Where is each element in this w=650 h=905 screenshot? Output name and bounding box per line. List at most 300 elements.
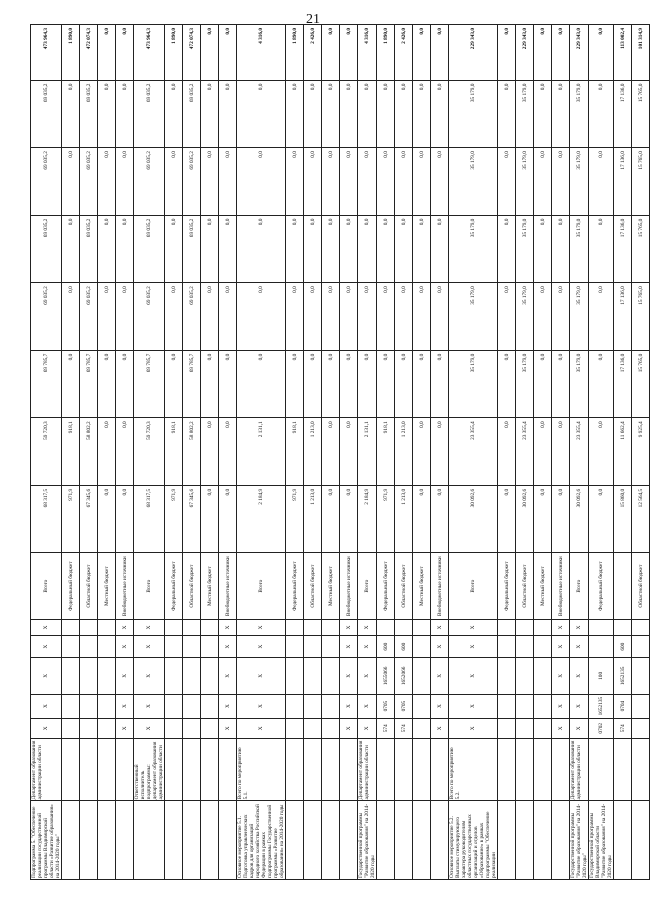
table-cell: 35 179,0 xyxy=(449,350,498,418)
table-cell xyxy=(286,694,304,718)
table-cell: X xyxy=(358,658,377,694)
table-cell xyxy=(340,738,358,801)
table-cell: Областной бюджет xyxy=(183,553,201,620)
table-cell: 15 765,0 xyxy=(632,215,650,283)
table-cell: 0,0 xyxy=(589,80,614,148)
table-cell: 0,0 xyxy=(98,148,116,216)
table-cell: Всего xyxy=(31,553,62,620)
table-cell: 0,0 xyxy=(431,485,449,553)
table-cell: 69 035,2 xyxy=(80,148,98,216)
table-cell: 69 035,2 xyxy=(183,215,201,283)
table-cell: Всего xyxy=(134,553,165,620)
table-cell: 35 179,0 xyxy=(449,215,498,283)
table-cell: Департамент образования администрации области xyxy=(31,738,62,801)
table-cell xyxy=(286,619,304,635)
table-cell: 0,0 xyxy=(498,215,516,283)
table-cell xyxy=(62,658,80,694)
table-cell: 68 317,5 xyxy=(31,485,62,553)
table-cell: 67 345,6 xyxy=(183,485,201,553)
table-cell xyxy=(98,801,116,880)
table-cell: 0,0 xyxy=(219,418,237,486)
table-cell: 971,9 xyxy=(62,485,80,553)
table-cell: Местный бюджет xyxy=(413,553,431,620)
table-cell xyxy=(395,738,413,801)
table-cell: Областной бюджет xyxy=(516,553,534,620)
table-cell: 0704 xyxy=(614,694,632,718)
table-cell xyxy=(62,718,80,738)
table-cell: 0,0 xyxy=(219,25,237,81)
table-row xyxy=(632,25,650,880)
table-cell: 0,0 xyxy=(340,350,358,418)
table-cell: 0,0 xyxy=(589,25,614,81)
table-cell xyxy=(632,694,650,718)
table-cell: Внебюджетные источники xyxy=(552,553,570,620)
table-cell xyxy=(165,658,183,694)
table-cell: 0,0 xyxy=(322,283,340,351)
table-cell: 4 316,0 xyxy=(358,25,377,81)
table-cell: 59 720,3 xyxy=(31,418,62,486)
table-cell: 0,0 xyxy=(534,350,552,418)
table-cell: 69 035,2 xyxy=(80,215,98,283)
table-cell: 1652135 xyxy=(614,658,632,694)
table-cell: 0,0 xyxy=(201,283,219,351)
table-cell xyxy=(413,658,431,694)
table-cell: 35 179,0 xyxy=(570,283,589,351)
table-cell xyxy=(632,738,650,801)
table-cell: X xyxy=(31,619,62,635)
table-cell: 0,0 xyxy=(286,148,304,216)
table-row xyxy=(570,25,589,880)
table-cell: 2 426,0 xyxy=(395,25,413,81)
table-cell: 0,0 xyxy=(552,350,570,418)
table-cell: 67 345,6 xyxy=(80,485,98,553)
table-row xyxy=(304,25,322,880)
table-cell: Местный бюджет xyxy=(322,553,340,620)
table-cell: 918,1 xyxy=(286,418,304,486)
table-cell xyxy=(431,738,449,801)
table-cell: X xyxy=(358,619,377,635)
table-row xyxy=(286,25,304,880)
table-cell xyxy=(165,619,183,635)
table-cell: X xyxy=(116,694,134,718)
table-cell: 0,0 xyxy=(534,485,552,553)
table-cell xyxy=(219,801,237,880)
table-cell: 0,0 xyxy=(62,80,80,148)
table-cell: X xyxy=(134,718,165,738)
table-cell: 0,0 xyxy=(534,418,552,486)
table-cell: Внебюджетные источники xyxy=(431,553,449,620)
table-cell: X xyxy=(219,619,237,635)
table-cell xyxy=(304,694,322,718)
table-cell xyxy=(614,619,632,635)
table-cell: Местный бюджет xyxy=(201,553,219,620)
table-row xyxy=(516,25,534,880)
table-cell: 30 092,6 xyxy=(516,485,534,553)
table-cell: 0,0 xyxy=(304,283,322,351)
table-cell: 17 136,0 xyxy=(614,283,632,351)
table-cell xyxy=(134,801,165,880)
table-cell: 0,0 xyxy=(431,283,449,351)
table-cell: 0,0 xyxy=(237,148,286,216)
table-cell xyxy=(534,738,552,801)
table-cell xyxy=(632,718,650,738)
table-row xyxy=(449,25,498,880)
table-cell: 0,0 xyxy=(201,148,219,216)
table-cell: 0,0 xyxy=(413,215,431,283)
table-cell xyxy=(377,738,395,801)
table-cell: 0,0 xyxy=(431,350,449,418)
table-cell: 100 xyxy=(589,658,614,694)
table-cell: 1 213,0 xyxy=(395,485,413,553)
table-cell: X xyxy=(219,694,237,718)
table-cell: 11 662,4 xyxy=(614,418,632,486)
budget-table xyxy=(30,24,650,880)
table-cell xyxy=(201,738,219,801)
table-cell: 0,0 xyxy=(534,80,552,148)
table-cell: 574 xyxy=(377,718,395,738)
table-cell: 971,9 xyxy=(286,485,304,553)
table-cell xyxy=(614,801,632,880)
table-cell: 0,0 xyxy=(237,80,286,148)
table-cell: X xyxy=(340,694,358,718)
table-cell xyxy=(534,619,552,635)
table-cell xyxy=(201,636,219,658)
table-cell: 35 179,0 xyxy=(449,80,498,148)
table-cell: X xyxy=(134,694,165,718)
table-cell xyxy=(98,718,116,738)
table-cell: 0,0 xyxy=(322,148,340,216)
table-cell: X xyxy=(449,658,498,694)
table-cell: 12 564,5 xyxy=(632,485,650,553)
table-cell xyxy=(534,636,552,658)
page-number: 21 xyxy=(306,12,320,27)
table-cell: 0,0 xyxy=(377,350,395,418)
table-cell: 0,0 xyxy=(552,485,570,553)
table-cell: 0,0 xyxy=(340,25,358,81)
table-cell xyxy=(183,636,201,658)
table-cell: 971,9 xyxy=(377,485,395,553)
table-cell: 918,1 xyxy=(62,418,80,486)
table-cell xyxy=(286,738,304,801)
table-cell xyxy=(395,619,413,635)
table-cell xyxy=(340,801,358,880)
table-cell: 15 765,0 xyxy=(632,350,650,418)
table-row xyxy=(201,25,219,880)
table-cell: 0,0 xyxy=(237,215,286,283)
table-cell: X xyxy=(449,694,498,718)
table-cell xyxy=(632,801,650,880)
table-cell: X xyxy=(237,694,286,718)
table-cell xyxy=(183,658,201,694)
table-cell: 0,0 xyxy=(589,350,614,418)
table-cell xyxy=(62,619,80,635)
table-cell: 68 317,5 xyxy=(134,485,165,553)
table-cell: Внебюджетные источники xyxy=(219,553,237,620)
table-cell: X xyxy=(116,658,134,694)
table-cell: X xyxy=(449,636,498,658)
table-cell: 0,0 xyxy=(304,215,322,283)
table-cell: 0,0 xyxy=(413,25,431,81)
table-cell: 0,0 xyxy=(219,80,237,148)
table-row xyxy=(322,25,340,880)
table-cell xyxy=(80,658,98,694)
table-cell: 35 179,0 xyxy=(449,148,498,216)
table-cell: 0,0 xyxy=(165,148,183,216)
table-body xyxy=(31,25,650,880)
table-cell xyxy=(98,694,116,718)
table-cell: 0,0 xyxy=(304,148,322,216)
table-cell xyxy=(498,658,516,694)
table-cell: X xyxy=(31,718,62,738)
table-cell: 4 316,0 xyxy=(237,25,286,81)
table-cell: 971,9 xyxy=(165,485,183,553)
table-cell: 101 314,9 xyxy=(632,25,650,81)
table-cell: 472 074,3 xyxy=(183,25,201,81)
table-cell: 0,0 xyxy=(286,215,304,283)
table-cell: Внебюджетные источники xyxy=(340,553,358,620)
table-cell: X xyxy=(134,636,165,658)
table-cell: 0,0 xyxy=(322,80,340,148)
table-cell: 69 035,2 xyxy=(80,283,98,351)
table-cell: X xyxy=(431,658,449,694)
table-cell: 0,0 xyxy=(498,418,516,486)
table-cell: 1655066 xyxy=(377,658,395,694)
table-row xyxy=(413,25,431,880)
table-cell xyxy=(322,619,340,635)
table-cell: 0,0 xyxy=(358,80,377,148)
table-cell: X xyxy=(340,619,358,635)
table-cell xyxy=(632,636,650,658)
table-cell: X xyxy=(116,636,134,658)
table-cell: 0,0 xyxy=(498,80,516,148)
table-cell xyxy=(201,718,219,738)
table-cell: 35 179,0 xyxy=(516,215,534,283)
table-cell xyxy=(614,553,632,620)
table-cell: 0,0 xyxy=(413,80,431,148)
table-row xyxy=(340,25,358,880)
table-cell xyxy=(201,694,219,718)
table-cell xyxy=(413,619,431,635)
table-cell xyxy=(516,738,534,801)
table-cell: 0,0 xyxy=(358,283,377,351)
table-cell: 0705 xyxy=(377,694,395,718)
table-cell xyxy=(322,658,340,694)
table-cell xyxy=(516,718,534,738)
table-row xyxy=(116,25,134,880)
table-cell: Государственной программы Владимирской области "Развитие образования" на 2014-2020 годы xyxy=(589,801,614,880)
table-cell: Федеральный бюджет xyxy=(165,553,183,620)
table-cell: 0,0 xyxy=(589,215,614,283)
table-cell: Федеральный бюджет xyxy=(286,553,304,620)
table-cell: 23 355,4 xyxy=(449,418,498,486)
table-cell: 0,0 xyxy=(219,485,237,553)
table-cell: 35 179,0 xyxy=(516,148,534,216)
table-cell: X xyxy=(431,718,449,738)
table-cell: 0,0 xyxy=(286,80,304,148)
table-cell: 0,0 xyxy=(304,350,322,418)
table-cell: Федеральный бюджет xyxy=(62,553,80,620)
table-cell: 0,0 xyxy=(62,215,80,283)
table-cell: 23 355,4 xyxy=(516,418,534,486)
table-cell: 69 035,2 xyxy=(183,283,201,351)
table-cell: 69 785,7 xyxy=(31,350,62,418)
table-cell xyxy=(395,801,413,880)
table-cell: 0,0 xyxy=(377,148,395,216)
table-cell: 1 890,0 xyxy=(165,25,183,81)
table-cell xyxy=(80,619,98,635)
table-cell: 0,0 xyxy=(165,215,183,283)
table-cell: Федеральный бюджет xyxy=(589,553,614,620)
table-cell: 59 720,3 xyxy=(134,418,165,486)
table-cell xyxy=(165,718,183,738)
table-cell: 17 136,0 xyxy=(614,80,632,148)
table-cell: X xyxy=(31,658,62,694)
table-cell xyxy=(304,658,322,694)
table-cell: 69 785,7 xyxy=(134,350,165,418)
table-cell: Внебюджетные источники xyxy=(116,553,134,620)
table-cell xyxy=(183,801,201,880)
table-cell xyxy=(304,718,322,738)
table-cell: 0,0 xyxy=(534,215,552,283)
table-row xyxy=(80,25,98,880)
table-cell xyxy=(431,801,449,880)
table-cell: 35 179,0 xyxy=(516,350,534,418)
table-cell: Всего xyxy=(449,553,498,620)
table-cell: X xyxy=(116,718,134,738)
table-cell xyxy=(552,738,570,801)
table-cell: 0,0 xyxy=(322,418,340,486)
table-cell: Областной бюджет xyxy=(80,553,98,620)
table-cell: Государственной программы "Развитие образования" на 2014-2020 годы" xyxy=(570,801,589,880)
table-cell: 0,0 xyxy=(237,283,286,351)
table-cell: 69 035,2 xyxy=(134,215,165,283)
table-row xyxy=(134,25,165,880)
table-cell: Федеральный бюджет xyxy=(377,553,395,620)
table-cell: X xyxy=(358,636,377,658)
table-cell: 113 002,4 xyxy=(614,25,632,81)
table-cell xyxy=(516,801,534,880)
table-cell: 0,0 xyxy=(98,350,116,418)
table-cell: 229 343,0 xyxy=(570,25,589,81)
table-cell: 1 890,0 xyxy=(286,25,304,81)
table-cell: 0,0 xyxy=(116,148,134,216)
table-cell xyxy=(516,694,534,718)
table-cell: 15 860,0 xyxy=(614,485,632,553)
table-cell xyxy=(98,619,116,635)
table-cell: 69 035,2 xyxy=(183,148,201,216)
table-cell: 0,0 xyxy=(219,283,237,351)
table-row xyxy=(431,25,449,880)
table-cell: 58 802,2 xyxy=(80,418,98,486)
table-cell: X xyxy=(570,718,589,738)
table-row xyxy=(358,25,377,880)
table-cell: X xyxy=(552,694,570,718)
table-cell: 0,0 xyxy=(340,283,358,351)
table-cell xyxy=(304,619,322,635)
table-cell: 0,0 xyxy=(98,80,116,148)
table-cell: 0,0 xyxy=(201,80,219,148)
table-cell: 1 213,0 xyxy=(395,418,413,486)
table-cell xyxy=(201,619,219,635)
table-cell: 1 890,0 xyxy=(62,25,80,81)
rotated-page xyxy=(30,24,644,880)
table-cell: 69 035,2 xyxy=(134,148,165,216)
table-cell: 35 179,0 xyxy=(449,283,498,351)
table-cell: 2 184,9 xyxy=(358,485,377,553)
table-cell: 0,0 xyxy=(286,283,304,351)
table-cell: X xyxy=(449,619,498,635)
table-cell xyxy=(219,738,237,801)
table-cell: 69 035,2 xyxy=(31,80,62,148)
table-cell: 2 426,0 xyxy=(304,25,322,81)
table-cell: Основное мероприятие 5.1. Подготовка управленческих кадров для организаций народного хозяйства Российской Федерации в рамках подпрограммы Государственной программы «Развитие образования» на 2014-2020 годы xyxy=(237,801,286,880)
table-cell: 35 179,0 xyxy=(516,80,534,148)
table-cell: 0,0 xyxy=(322,350,340,418)
table-cell: 0,0 xyxy=(431,148,449,216)
table-cell: 1652066 xyxy=(395,658,413,694)
table-row xyxy=(589,25,614,880)
table-cell: 0,0 xyxy=(165,283,183,351)
table-cell: 0,0 xyxy=(165,350,183,418)
table-cell xyxy=(201,658,219,694)
table-cell: 2 131,1 xyxy=(358,418,377,486)
table-cell xyxy=(589,619,614,635)
table-cell xyxy=(80,801,98,880)
table-cell: 918,1 xyxy=(165,418,183,486)
table-cell: Областной бюджет xyxy=(304,553,322,620)
table-cell: 0,0 xyxy=(395,148,413,216)
table-cell: X xyxy=(31,636,62,658)
table-cell: 69 035,2 xyxy=(31,148,62,216)
table-cell: X xyxy=(358,694,377,718)
table-cell: Департамент образования администрации области xyxy=(570,738,589,801)
table-cell: 229 343,0 xyxy=(449,25,498,81)
table-cell: X xyxy=(134,658,165,694)
table-row xyxy=(552,25,570,880)
table-cell xyxy=(516,636,534,658)
table-cell: 0,0 xyxy=(219,148,237,216)
table-cell: X xyxy=(219,718,237,738)
table-cell: 0,0 xyxy=(413,148,431,216)
table-cell xyxy=(534,694,552,718)
table-cell: X xyxy=(340,658,358,694)
table-row xyxy=(498,25,516,880)
table-cell: Всего по мероприятию 5.1. xyxy=(237,738,286,801)
table-cell xyxy=(413,718,431,738)
table-cell xyxy=(183,694,201,718)
table-cell: 0,0 xyxy=(498,485,516,553)
table-cell: X xyxy=(552,636,570,658)
table-cell: X xyxy=(358,718,377,738)
table-cell: X xyxy=(570,658,589,694)
table-row xyxy=(165,25,183,880)
table-cell: 0705 xyxy=(395,694,413,718)
table-cell: 0,0 xyxy=(340,80,358,148)
table-cell xyxy=(80,738,98,801)
table-cell xyxy=(62,738,80,801)
table-cell xyxy=(377,619,395,635)
table-cell: Всего xyxy=(570,553,589,620)
table-cell xyxy=(322,694,340,718)
table-cell: X xyxy=(237,658,286,694)
table-cell xyxy=(165,801,183,880)
table-cell: Государственной программы "Развитие образования" на 2014-2020 годы xyxy=(358,801,377,880)
table-cell: 0,0 xyxy=(498,283,516,351)
table-cell: 17 136,0 xyxy=(614,148,632,216)
table-cell: 0,0 xyxy=(98,418,116,486)
table-cell: 0,0 xyxy=(116,25,134,81)
table-cell: Федеральный бюджет xyxy=(498,553,516,620)
